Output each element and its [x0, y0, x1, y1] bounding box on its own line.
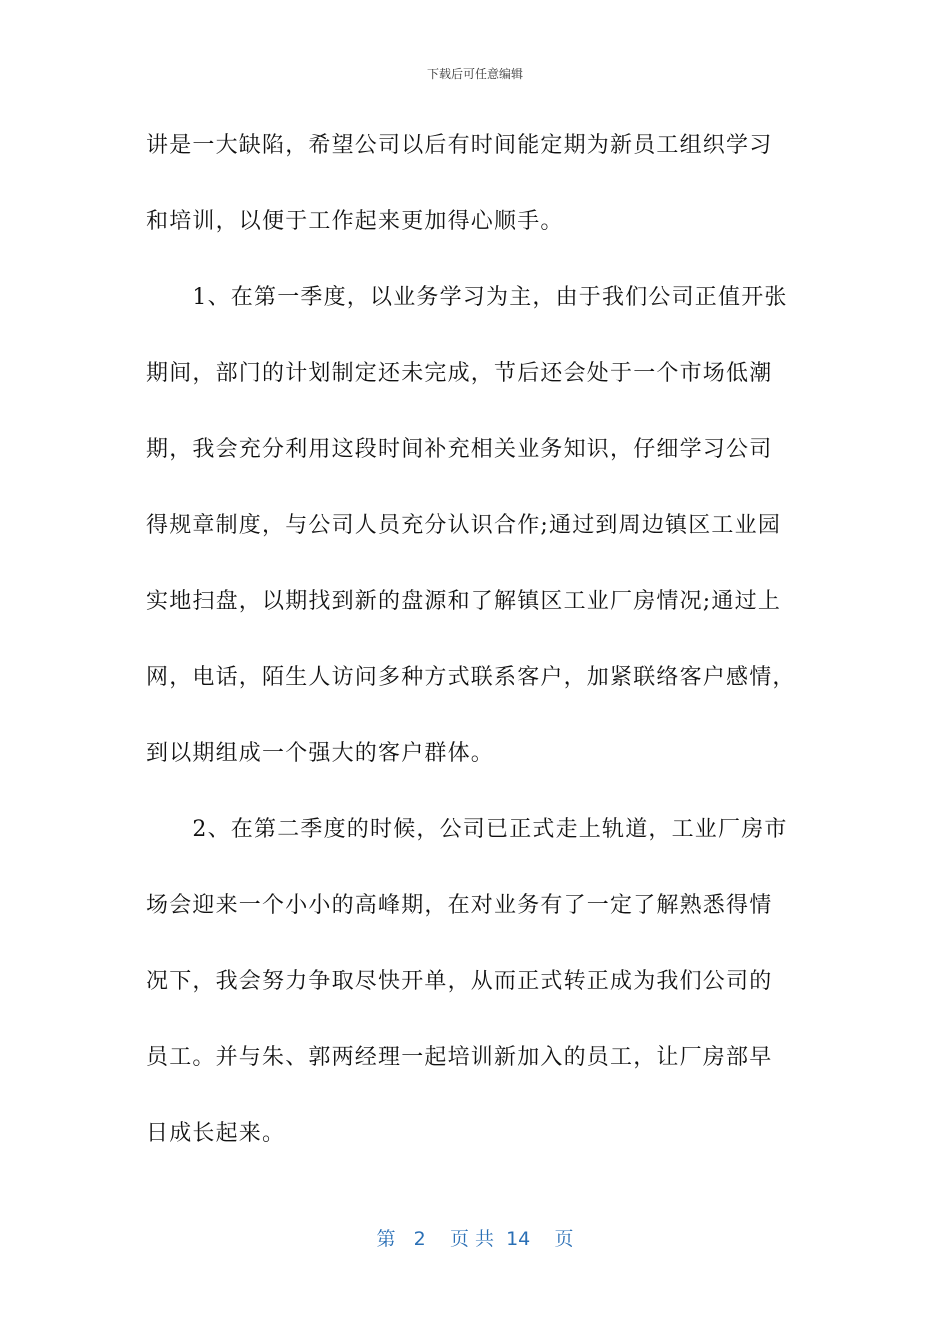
- body-line: 员工。并与朱、郭两经理一起培训新加入的员工，让厂房部早: [146, 1045, 773, 1070]
- page-label-mid: 页 共: [449, 1228, 494, 1250]
- body-line: 期，我会充分利用这段时间补充相关业务知识，仔细学习公司: [146, 437, 773, 462]
- body-line: 网，电话，陌生人访问多种方式联系客户，加紧联络客户感情，: [146, 665, 796, 690]
- body-line: 1、在第一季度，以业务学习为主，由于我们公司正值开张: [146, 285, 788, 310]
- total-pages-number: 14: [506, 1228, 531, 1250]
- current-page-number: 2: [413, 1228, 426, 1250]
- body-line: 2、在第二季度的时候，公司已正式走上轨道，工业厂房市: [146, 817, 788, 842]
- page-label-suffix: 页: [554, 1228, 574, 1250]
- body-line: 讲是一大缺陷，希望公司以后有时间能定期为新员工组织学习: [146, 133, 773, 158]
- page-footer: [0, 1226, 950, 1252]
- body-line: 实地扫盘，以期找到新的盘源和了解镇区工业厂房情况;通过上: [146, 589, 782, 614]
- body-line: 到以期组成一个强大的客户群体。: [146, 741, 495, 766]
- page-label-prefix: 第: [376, 1228, 396, 1250]
- body-line: 和培训，以便于工作起来更加得心顺手。: [146, 209, 564, 234]
- document-body: [146, 120, 806, 1184]
- body-line: 况下，我会努力争取尽快开单，从而正式转正成为我们公司的: [146, 969, 773, 994]
- body-line: 日成长起来。: [146, 1121, 286, 1146]
- body-line: 场会迎来一个小小的高峰期，在对业务有了一定了解熟悉得情: [146, 893, 773, 918]
- body-line: 期间，部门的计划制定还未完成，节后还会处于一个市场低潮: [146, 361, 773, 386]
- page-header: 下载后可任意编辑: [426, 67, 523, 81]
- body-line: 得规章制度，与公司人员充分认识合作;通过到周边镇区工业园: [146, 513, 782, 538]
